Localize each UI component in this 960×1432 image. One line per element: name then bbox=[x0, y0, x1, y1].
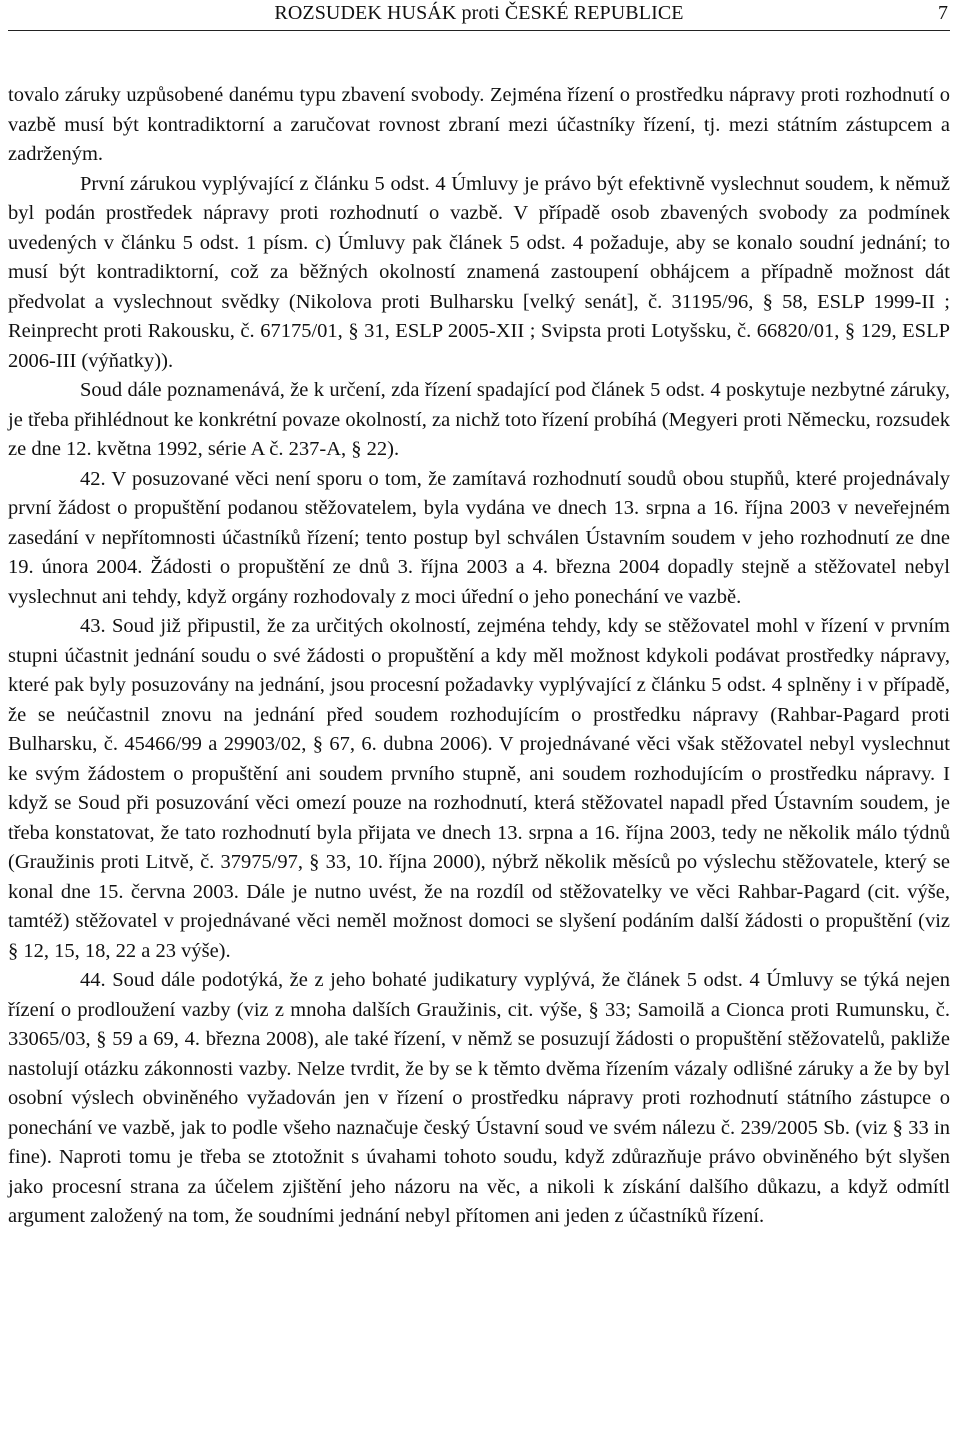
paragraph-42: 42. V posuzované věci není sporu o tom, že zamítavá rozhodnutí soudů obou stupňů, které projednávaly první žádost o propuštění podanou stěžovatelem, byla vydána ve dnech 13. srpna a 16. října 2003 v neveřejném zasedání v nepřítomnosti účastníků řízení; tento postup byl schválen Ústavním soudem v jeho rozhodnutí ze dne 19. února 2004. Žádosti o propuštění ze dnů 3. října 2003 a 4. března 2004 dopadly stejně a stěžovatel nebyl vyslechnut ani tehdy, když orgány rozhodovaly z moci úřední o jeho ponechání ve vazbě. bbox=[8, 467, 950, 608]
paragraph-first-guarantee: První zárukou vyplývající z článku 5 odst. 4 Úmluvy je právo být efektivně vyslechnut soudem, k němuž byl podán prostředek nápravy proti rozhodnutí o vazbě. V případě osob zbavených svobody za podmínek uvedených v článku 5 odst. 1 písm. c) Úmluvy pak článek 5 odst. 4 požaduje, aby se konalo soudní jednání; to musí být kontradiktorní, což za běžných okolností znamená zastoupení obhájcem a případně možnost dát předvolat a vyslechnout svědky (Nikolova proti Bulharsku [velký senát], č. 31195/96, § 58, ESLP 1999-II ; Reinprecht proti Rakousku, č. 67175/01, § 31, ESLP 2005-XII ; Svipsta proti Lotyšsku, č. 66820/01, § 129, ESLP 2006-III (výňatky)). bbox=[8, 172, 950, 372]
document-body bbox=[8, 81, 950, 1232]
paragraph-44: 44. Soud dále podotýká, že z jeho bohaté judikatury vyplývá, že článek 5 odst. 4 Úmluvy se týká nejen řízení o prodloužení vazby (viz z mnoha dalších Graužinis, cit. výše, § 33; Samoilă a Cionca proti Rumunsku, č. 33065/03, § 59 a 69, 4. března 2008), ale také řízení, v němž se posuzují žádosti o propuštění stěžovatelů, pakliže nastolují otázku zákonnosti vazby. Nelze tvrdit, že by se k těmto dvěma řízením vázaly odlišné záruky a že by byl osobní výslech obviněného vyžadován jen v řízení o prostředku nápravy proti rozhodnutí státního zástupce o ponechání ve vazbě, jak to podle všeho naznačuje český Ústavní soud ve svém nálezu č. 239/2005 Sb. (viz § 33 in fine). Naproti tomu je třeba se ztotožnit s úvahami tohoto soudu, když zdůrazňuje právo obviněného být slyšen jako procesní strana za účelem zjištění jeho názoru na věc, a nikoli k získání dalšího důkazu, a když odmítl argument založený na tom, že soudními jednání nebyl přítomen ani jeden z účastníků řízení. bbox=[8, 969, 950, 1227]
paragraph-nature-of-proceedings: Soud dále poznamenává, že k určení, zda řízení spadající pod článek 5 odst. 4 poskytuje nezbytné záruky, je třeba přihlédnout ke konkrétní povaze okolností, za nichž toto řízení probíhá (Megyeri proti Německu, rozsudek ze dne 12. května 1992, série A č. 237-A, § 22). bbox=[8, 379, 950, 460]
running-header bbox=[8, 0, 950, 31]
header-title: ROZSUDEK HUSÁK proti ČESKÉ REPUBLICE bbox=[274, 2, 684, 24]
page-number: 7 bbox=[938, 2, 948, 24]
paragraph-43: 43. Soud již připustil, že za určitých okolností, zejména tehdy, kdy se stěžovatel mohl v řízení v prvním stupni účastnit jednání soudu o své žádosti o propuštění a kdy měl možnost kdykoli podávat prostředky nápravy, které pak byly posuzovány na jednání, jsou procesní požadavky vyplývající z článku 5 odst. 4 splněny i v případě, že se neúčastnil znovu na jednání před soudem rozhodujícím o prostředku nápravy (Rahbar-Pagard proti Bulharsku, č. 45466/99 a 29903/02, § 67, 6. dubna 2006). V projednávané věci však stěžovatel nebyl vyslechnut ke svým žádostem o propuštění ani soudem prvního stupně, ani soudem rozhodujícím o prostředku nápravy. I když se Soud při posuzování věci omezí pouze na rozhodnutí, která stěžovatel napadl před Ústavním soudem, je třeba konstatovat, že tato rozhodnutí byla přijata ve dnech 13. srpna a 16. října 2003, tedy ne několik málo týdnů (Graužinis proti Litvě, č. 37975/97, § 33, 10. října 2000), nýbrž několik měsíců po výslechu stěžovatele, který se konal dne 15. června 2003. Dále je nutno uvést, že na rozdíl od stěžovatelky ve věci Rahbar-Pagard (cit. výše, tamtéž) stěžovatel v projednávané věci neměl možnost domoci se slyšení podáním další žádosti o propuštění (viz § 12, 15, 18, 22 a 23 výše). bbox=[8, 615, 950, 962]
paragraph-continuation: tovalo záruky uzpůsobené danému typu zbavení svobody. Zejména řízení o prostředku nápravy proti rozhodnutí o vazbě musí být kontradiktorní a zaručovat rovnost zbraní mezi účastníky řízení, tj. mezi státním zástupcem a zadrženým. bbox=[8, 84, 950, 165]
